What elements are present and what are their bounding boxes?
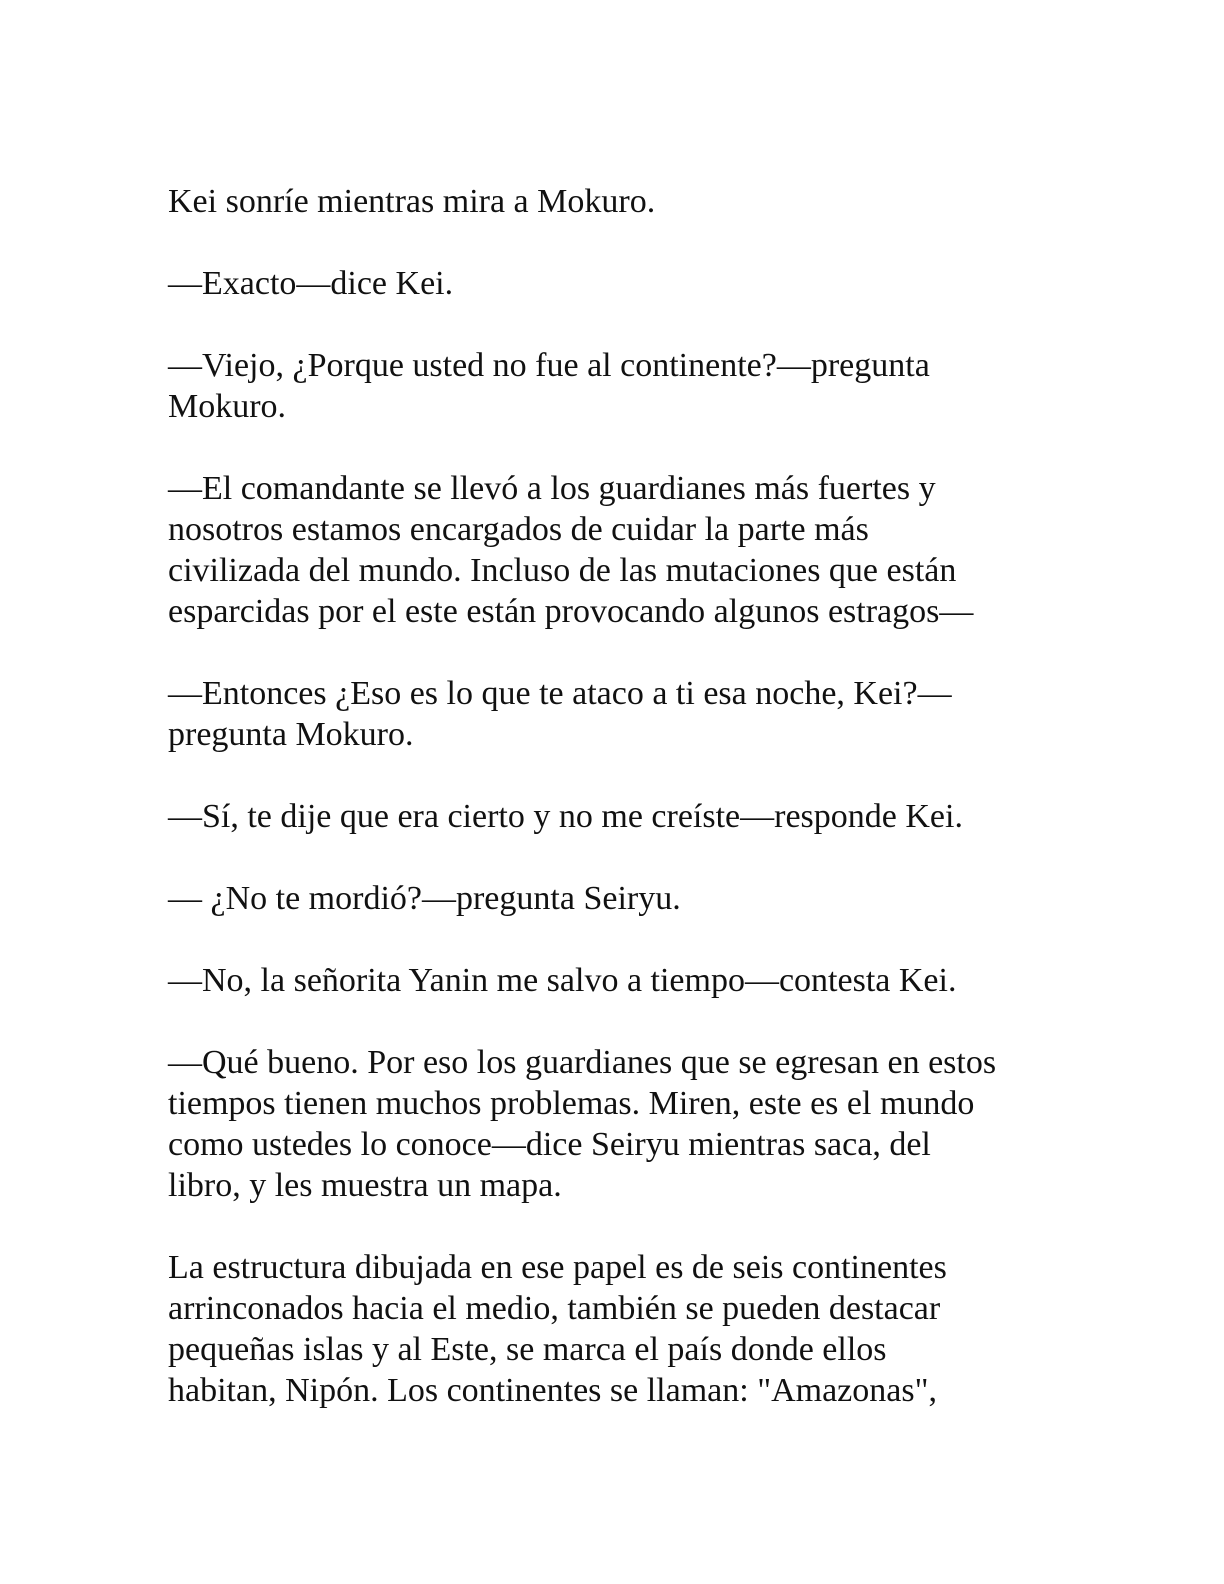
paragraph-4: —El comandante se llevó a los guardianes más fuertes y nosotros estamos encargados de cuidar la parte más civilizada del mundo. Incluso de las mutaciones que están esparcidas por el este están provocando algunos estragos— [168,470,974,630]
document-body [168,181,1068,1452]
paragraph-3: —Viejo, ¿Porque usted no fue al continente?—pregunta Mokuro. [168,347,930,425]
paragraph-9: —Qué bueno. Por eso los guardianes que se egresan en estos tiempos tienen muchos problemas. Miren, este es el mundo como ustedes lo conoce—dice Seiryu mientras saca, del libro, y les muestra un mapa. [168,1044,997,1204]
paragraph-6: —Sí, te dije que era cierto y no me creíste—responde Kei. [168,798,963,835]
paragraph-10: La estructura dibujada en ese papel es de seis continentes arrinconados hacia el medio, también se pueden destacar pequeñas islas y al Este, se marca el país donde ellos habitan, Nipón. Los continentes se llaman: "Amazonas", [168,1249,947,1409]
paragraph-2: —Exacto—dice Kei. [168,265,454,302]
paragraph-8: —No, la señorita Yanin me salvo a tiempo—contesta Kei. [168,962,957,999]
paragraph-7: — ¿No te mordió?—pregunta Seiryu. [168,880,681,917]
paragraph-5: —Entonces ¿Eso es lo que te ataco a ti esa noche, Kei?— pregunta Mokuro. [168,675,952,753]
paragraph-1: Kei sonríe mientras mira a Mokuro. [168,183,656,220]
